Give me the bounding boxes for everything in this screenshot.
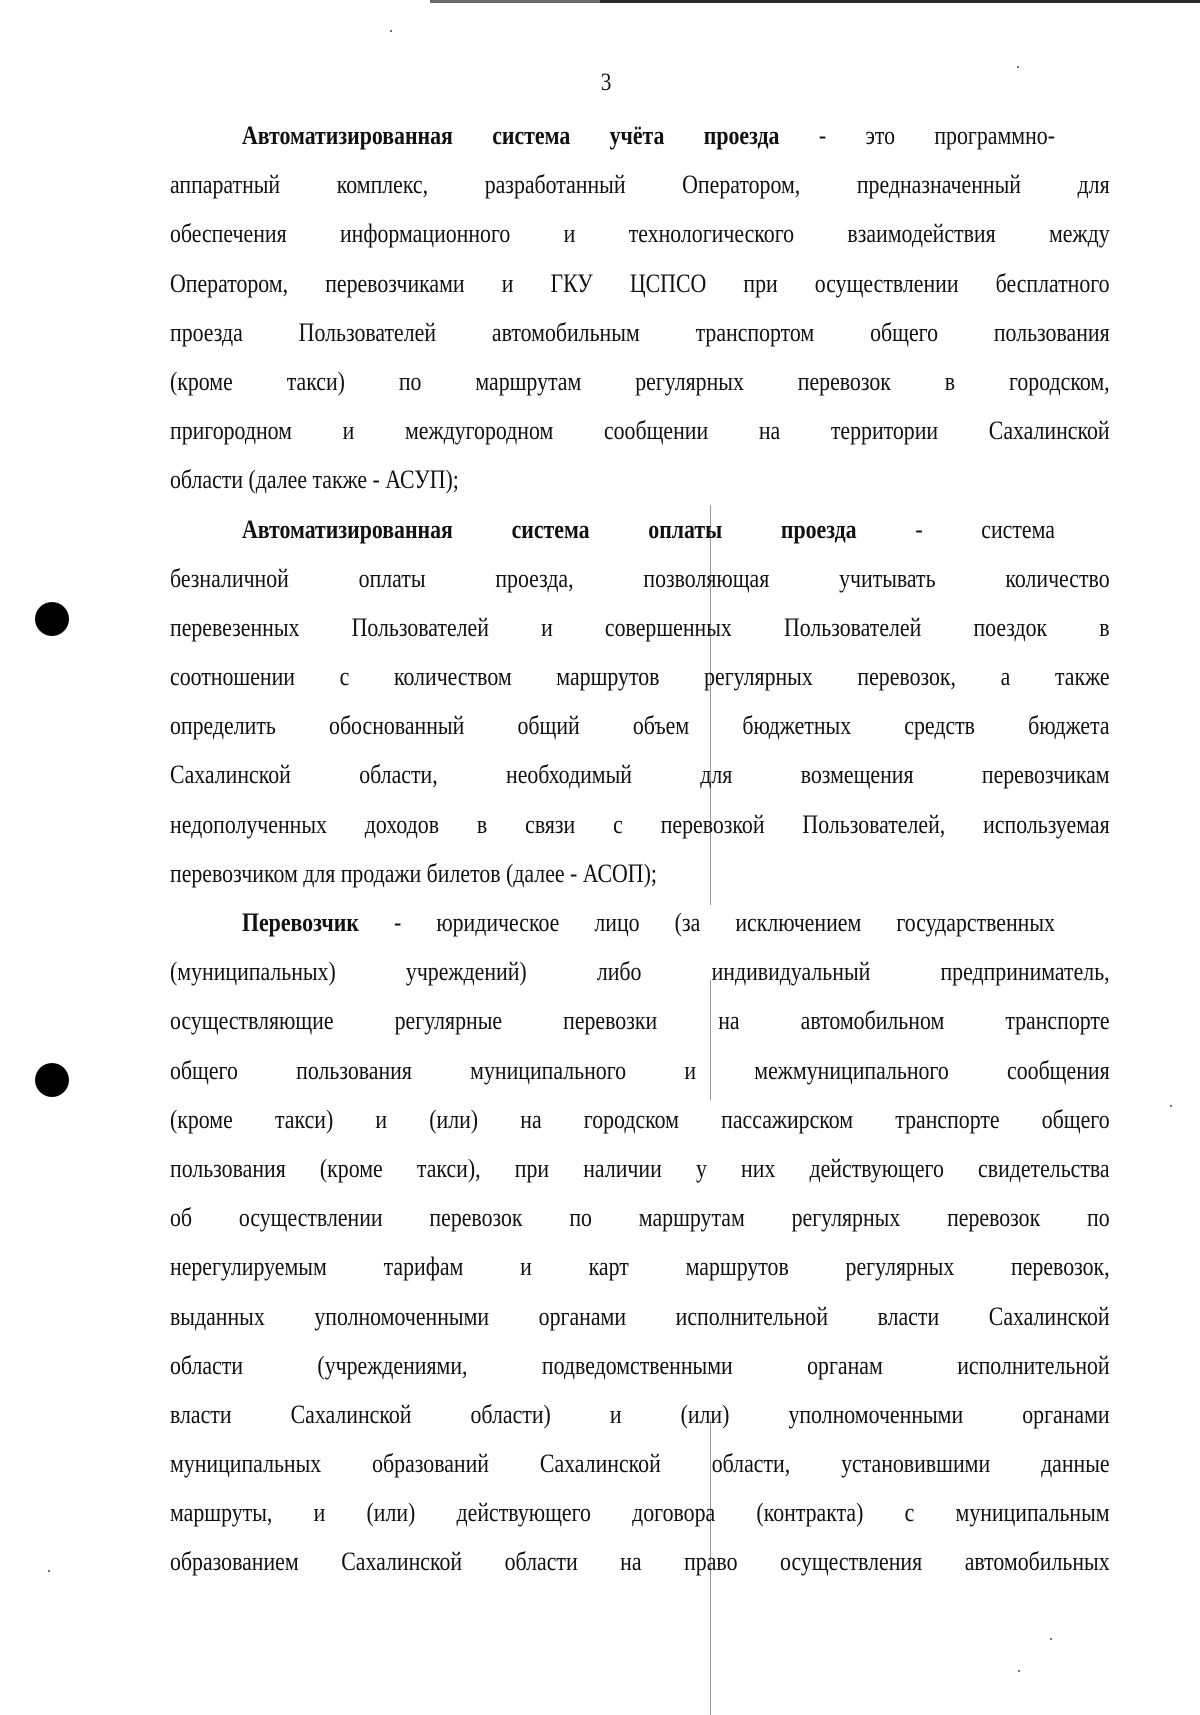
text-line: проезда Пользователей автомобильным транспортом общего пользования <box>170 317 1110 347</box>
text-line: Автоматизированная система учёта проезда - это программно- <box>242 121 1055 150</box>
scan-top-edge-dark <box>600 0 1200 3</box>
text-line: (муниципальных) учреждений) либо индивидуальный предприниматель, <box>170 957 1110 987</box>
text-line: обеспечения информационного и технологического взаимодействия между <box>170 219 1110 249</box>
document-body <box>170 111 1110 1587</box>
text-line: общего пользования муниципального и межмуниципального сообщения <box>170 1055 1110 1085</box>
scan-speck <box>390 30 392 32</box>
text-line: безналичной оплаты проезда, позволяющая учитывать количество <box>170 563 1110 593</box>
defined-term: Автоматизированная система оплаты проезда <box>242 514 857 544</box>
text-line: пользования (кроме такси), при наличии у них действующего свидетельства <box>170 1153 1110 1183</box>
text-line: Перевозчик - юридическое лицо (за исключением государственных <box>242 908 1055 937</box>
text-line: (кроме такси) и (или) на городском пассажирском транспорте общего <box>170 1104 1110 1134</box>
definition-asop <box>170 505 1110 899</box>
text-line: маршруты, и (или) действующего договора (контракта) с муниципальным <box>170 1498 1110 1528</box>
text-line: нерегулируемым тарифам и карт маршрутов регулярных перевозок, <box>170 1252 1110 1282</box>
text-line: определить обоснованный общий объем бюджетных средств бюджета <box>170 711 1110 741</box>
text-line: выданных уполномоченными органами исполнительной власти Сахалинской <box>170 1301 1110 1331</box>
punch-hole <box>35 1063 69 1097</box>
defined-term: Автоматизированная система учёта проезда <box>242 121 780 150</box>
text-line: недополученных доходов в связи с перевозкой Пользователей, используемая <box>170 809 1110 839</box>
text-line: образованием Сахалинской области на право осуществления автомобильных <box>170 1547 1110 1577</box>
text-line: осуществляющие регулярные перевозки на автомобильном транспорте <box>170 1006 1110 1036</box>
scan-speck <box>1050 1638 1052 1640</box>
text-line: области (далее также - АСУП); <box>170 465 459 495</box>
text-line: области (учреждениями, подведомственными органам исполнительной <box>170 1350 1110 1380</box>
text-line: аппаратный комплекс, разработанный Оператором, предназначенный для <box>170 170 1110 200</box>
page-number: 3 <box>600 69 612 96</box>
text-line: перевозчиком для продажи билетов (далее - АСОП); <box>170 858 657 888</box>
text-line: власти Сахалинской области) и (или) уполномоченными органами <box>170 1399 1110 1429</box>
text-line: Сахалинской области, необходимый для возмещения перевозчикам <box>170 760 1110 790</box>
definition-carrier <box>170 898 1110 1587</box>
text-line: (кроме такси) по маршрутам регулярных перевозок в городском, <box>170 366 1110 396</box>
definition-asup <box>170 111 1110 505</box>
text-line: перевезенных Пользователей и совершенных Пользователей поездок в <box>170 612 1110 642</box>
text-line: Автоматизированная система оплаты проезда - система <box>242 514 1055 544</box>
punch-hole <box>35 602 69 636</box>
defined-term: Перевозчик <box>242 908 359 937</box>
text-line: Оператором, перевозчиками и ГКУ ЦСПСО при осуществлении бесплатного <box>170 268 1110 298</box>
text-line: соотношении с количеством маршрутов регулярных перевозок, а также <box>170 662 1110 692</box>
scan-speck <box>48 1570 50 1572</box>
text-line: муниципальных образований Сахалинской области, установившими данные <box>170 1449 1110 1479</box>
text-line: пригородном и междугородном сообщении на территории Сахалинской <box>170 416 1110 446</box>
text-line: об осуществлении перевозок по маршрутам регулярных перевозок по <box>170 1203 1110 1233</box>
scan-speck <box>1170 1105 1172 1107</box>
scan-speck <box>1018 1670 1020 1672</box>
